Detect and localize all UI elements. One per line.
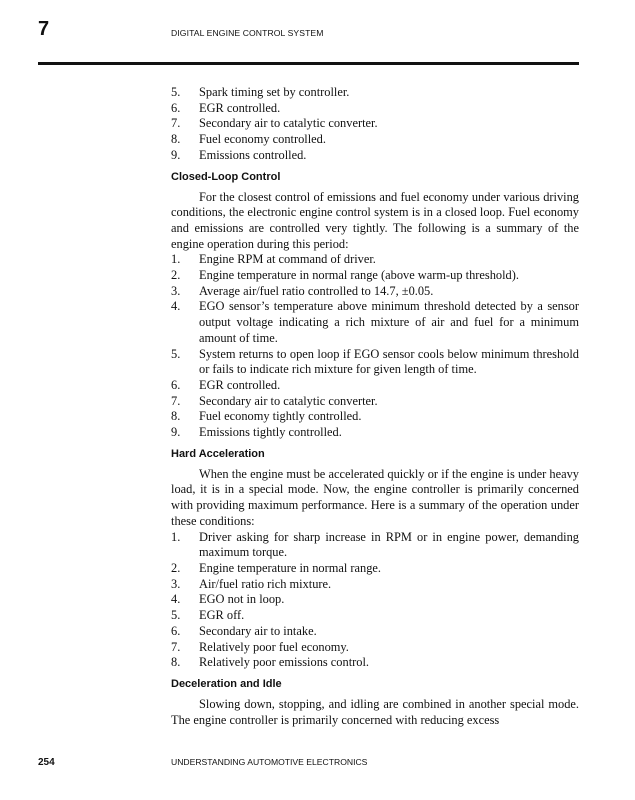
section-heading-closed-loop: Closed-Loop Control — [171, 170, 281, 183]
footer-book-title: UNDERSTANDING AUTOMOTIVE ELECTRONICS — [171, 757, 368, 767]
hard-acceleration-paragraph: When the engine must be accelerated quickly or if the engine is under heavy load, it is in a special mode. Now, the engine controller is primarily concerned with providing maximum performance. Here is a summary of the operation under these conditions: — [171, 466, 579, 528]
list-item-number: 4. — [171, 592, 181, 607]
list-item-number: 2. — [171, 268, 181, 283]
list-item-text: EGR controlled. — [199, 100, 281, 115]
running-head: DIGITAL ENGINE CONTROL SYSTEM — [171, 28, 324, 38]
list-item-text: Relatively poor fuel economy. — [199, 639, 349, 654]
hard-acceleration-list — [171, 530, 579, 671]
list-item — [171, 116, 579, 132]
list-item — [171, 577, 579, 593]
list-item-number: 4. — [171, 299, 181, 314]
list-item — [171, 378, 579, 394]
list-item — [171, 425, 579, 441]
list-item — [171, 299, 579, 346]
page-number: 254 — [38, 757, 55, 768]
list-item — [171, 268, 579, 284]
list-item — [171, 148, 579, 164]
header-rule — [38, 62, 579, 65]
list-item-number: 3. — [171, 576, 181, 591]
list-item — [171, 561, 579, 577]
list-item-number: 7. — [171, 639, 181, 654]
list-item-text: Engine RPM at command of driver. — [199, 252, 376, 267]
list-item-text: EGO sensor’s temperature above minimum threshold detected by a sensor output voltage indicating a rich mixture of air and fuel for a minimum amount of time. — [199, 299, 579, 345]
list-item — [171, 101, 579, 117]
list-item — [171, 85, 579, 101]
list-item — [171, 655, 579, 671]
list-item-text: EGR off. — [199, 608, 245, 623]
list-item-number: 6. — [171, 623, 181, 638]
list-item-number: 5. — [171, 346, 181, 361]
list-item-text: Air/fuel ratio rich mixture. — [199, 576, 332, 591]
list-item-text: System returns to open loop if EGO sensor cools below minimum threshold or fails to indicate rich mixture for given length of time. — [199, 346, 579, 377]
list-item-number: 1. — [171, 252, 181, 267]
list-item-number: 1. — [171, 529, 181, 544]
closed-loop-list — [171, 252, 579, 440]
list-item-number: 6. — [171, 100, 181, 115]
list-item-text: Driver asking for sharp increase in RPM or in engine power, demanding maximum torque. — [199, 529, 579, 560]
list-item-text: Engine temperature in normal range (above warm-up threshold). — [199, 268, 519, 283]
list-item-number: 2. — [171, 560, 181, 575]
list-item-text: EGR controlled. — [199, 377, 281, 392]
list-item-number: 6. — [171, 377, 181, 392]
section-heading-hard-acceleration: Hard Acceleration — [171, 447, 265, 460]
list-item-number: 7. — [171, 393, 181, 408]
page-body — [171, 85, 579, 728]
deceleration-paragraph: Slowing down, stopping, and idling are combined in another special mode. The engine controller is primarily concerned with reducing excess — [171, 696, 579, 727]
list-item-text: Fuel economy tightly controlled. — [199, 409, 362, 424]
list-item — [171, 640, 579, 656]
chapter-number: 7 — [38, 18, 50, 40]
list-item-text: Secondary air to intake. — [199, 623, 317, 638]
list-item-text: EGO not in loop. — [199, 592, 285, 607]
list-item-text: Average air/fuel ratio controlled to 14.7, ±0.05. — [199, 283, 434, 298]
list-item — [171, 132, 579, 148]
closed-loop-paragraph: For the closest control of emissions and fuel economy under various driving conditions, the electronic engine control system is in a closed loop. Fuel economy and emissions are controlled very tightly. The following is a summary of the engine operation during this period: — [171, 189, 579, 251]
list-item-text: Relatively poor emissions control. — [199, 655, 370, 670]
list-item — [171, 284, 579, 300]
list-item-number: 5. — [171, 85, 181, 99]
list-item-text: Secondary air to catalytic converter. — [199, 393, 378, 408]
list-item-number: 8. — [171, 409, 181, 424]
list-item — [171, 608, 579, 624]
list-item-text: Secondary air to catalytic converter. — [199, 116, 378, 131]
list-item-number: 3. — [171, 283, 181, 298]
list-item-number: 8. — [171, 132, 181, 147]
list-item-number: 8. — [171, 655, 181, 670]
list-item-number: 5. — [171, 608, 181, 623]
list-item-number: 7. — [171, 116, 181, 131]
list-item — [171, 409, 579, 425]
list-item — [171, 347, 579, 378]
list-item-text: Engine temperature in normal range. — [199, 560, 381, 575]
list-item — [171, 592, 579, 608]
list-item — [171, 530, 579, 561]
list-item-text: Emissions controlled. — [199, 147, 307, 162]
section-heading-deceleration: Deceleration and Idle — [171, 677, 282, 690]
list-item — [171, 394, 579, 410]
list-item-text: Emissions tightly controlled. — [199, 425, 342, 440]
list-item-number: 9. — [171, 425, 181, 440]
intro-list — [171, 85, 579, 164]
list-item — [171, 252, 579, 268]
list-item-text: Fuel economy controlled. — [199, 132, 326, 147]
list-item-number: 9. — [171, 147, 181, 162]
list-item — [171, 624, 579, 640]
list-item-text: Spark timing set by controller. — [199, 85, 350, 99]
